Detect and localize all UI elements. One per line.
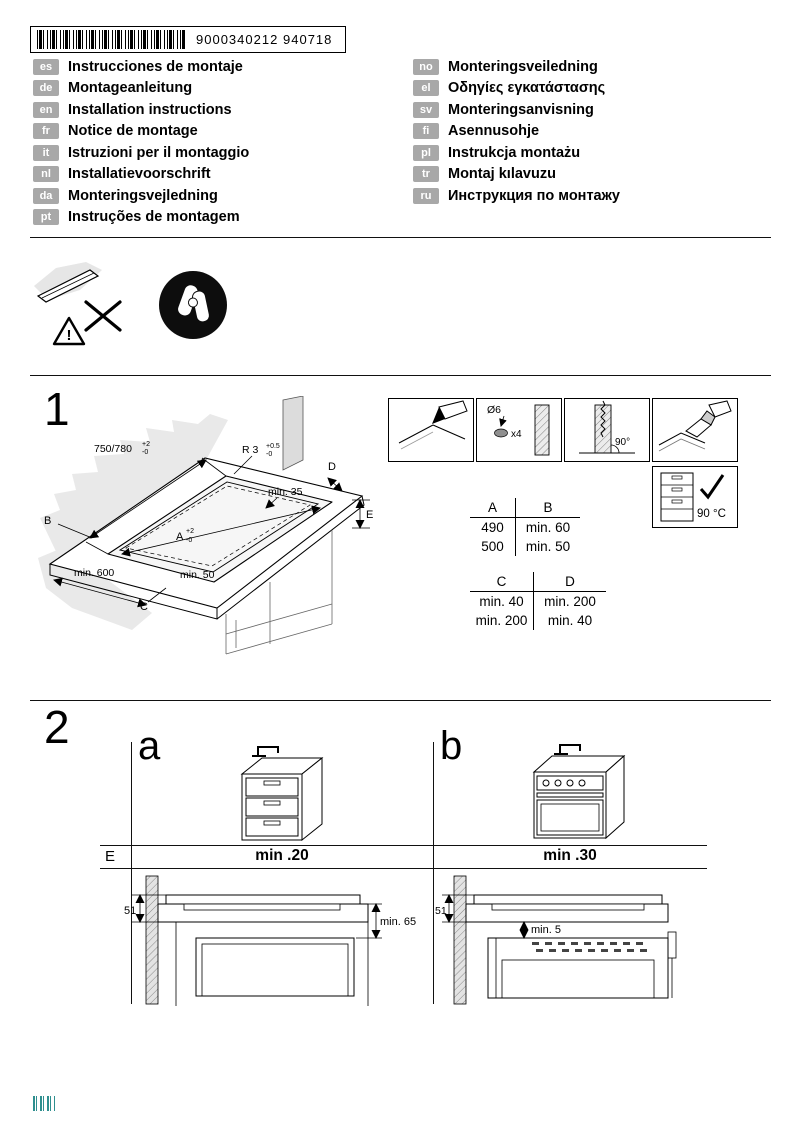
dim-min600-label: min. 600 (74, 567, 115, 579)
dim-min5-label: min. 5 (531, 924, 561, 936)
dim-51-label: 51 (435, 905, 447, 917)
language-row (413, 78, 620, 100)
language-row (33, 142, 249, 164)
dim-a-tol-top: +2 (186, 528, 194, 535)
language-code-badge: nl (33, 166, 59, 182)
cabinet-front (242, 774, 302, 840)
dim-min65-label: min. 65 (380, 916, 417, 928)
section-divider-vertical (433, 742, 434, 1004)
dim-c-label: C (140, 601, 148, 613)
barcode-icon (37, 30, 185, 49)
dim-width-tol-bot: -0 (142, 449, 149, 456)
mounting-bracket-icon (560, 745, 580, 754)
detail-box-saw (564, 398, 650, 462)
wear-gloves-mandatory-icon (156, 268, 230, 342)
language-title: Οδηγίες εγκατάστασης (448, 80, 606, 97)
mounting-bracket-icon (258, 747, 278, 756)
dim-radius-tol-top: +0.5 (266, 443, 280, 450)
language-code-badge: sv (413, 102, 439, 118)
temperature-label: 90 °C (697, 508, 726, 520)
language-title: Installation instructions (68, 101, 232, 118)
language-title: Instrukcja montażu (448, 144, 581, 161)
language-title: Instrucciones de montaje (68, 58, 243, 75)
language-row (33, 99, 249, 121)
warning-exclamation: ! (66, 327, 72, 344)
language-row (33, 164, 249, 186)
table-cell: min. 60 (525, 520, 571, 535)
barcode-box (30, 26, 346, 53)
e-row-line (100, 845, 707, 846)
pencil-mark-icon (389, 399, 473, 461)
drawer-front-section (196, 938, 354, 996)
clearance-a-value: min .20 (255, 847, 309, 864)
barcode-number: 9000340212 (196, 32, 279, 47)
language-row (413, 121, 620, 143)
jigsaw-cut-icon (565, 399, 649, 461)
clearance-b-value: min .30 (543, 847, 597, 864)
dim-e-label: E (366, 509, 374, 521)
language-row (33, 56, 249, 78)
table-ab-header (470, 498, 580, 518)
language-title: Istruzioni per il montaggio (68, 144, 250, 161)
language-code-badge: el (413, 80, 439, 96)
language-title: Instruções de montagem (68, 209, 240, 226)
dim-min35-label: min. 35 (268, 486, 303, 498)
step-1-number: 1 (44, 383, 70, 435)
language-code-badge: fr (33, 123, 59, 139)
table-cd-header (470, 572, 606, 592)
table-cell: min. 40 (470, 592, 534, 611)
dim-51-label: 51 (124, 905, 137, 917)
hob-recess (492, 904, 644, 910)
hob-section (474, 895, 662, 904)
e-row-label: E (105, 848, 116, 865)
language-row (413, 185, 620, 207)
variant-b-label: b (440, 724, 463, 768)
table-cell: min. 50 (525, 539, 571, 554)
language-code-badge: fi (413, 123, 439, 139)
language-title: Installatievoorschrift (68, 166, 211, 183)
language-row (413, 56, 620, 78)
language-code-badge: de (33, 80, 59, 96)
language-list-left (33, 56, 249, 228)
language-title: Monteringsvejledning (68, 187, 218, 204)
oven-cabinet-drawing (524, 740, 639, 840)
hob-section (166, 895, 360, 904)
language-title: Montaj kılavuzu (448, 166, 556, 183)
language-code-badge: es (33, 59, 59, 75)
table-row (470, 592, 606, 611)
drill-holes-icon (477, 399, 561, 461)
saw-angle-label: 90° (615, 437, 631, 448)
table-row (470, 611, 606, 630)
heat-resistant-cabinet-icon (653, 467, 737, 527)
checkmark-icon (701, 475, 723, 497)
language-title: Monteringsveiledning (448, 58, 598, 75)
drill-hole (495, 429, 508, 437)
cross-out-icon (86, 302, 120, 330)
step-2-number: 2 (44, 701, 70, 753)
dim-radius-tol-bot: -0 (266, 451, 273, 458)
language-title: Инструкция по монтажу (448, 187, 620, 204)
cross-section-a-drawing (124, 874, 424, 1008)
language-row (33, 207, 249, 229)
print-registration-mark (33, 1096, 55, 1111)
language-row (33, 121, 249, 143)
table-cell: 500 (470, 537, 516, 556)
variant-a-label: a (138, 724, 161, 768)
table-header-cell: D (565, 574, 575, 589)
dim-d-label: D (328, 461, 336, 473)
oven-top-section (488, 938, 668, 998)
detail-box-seal (652, 398, 738, 462)
drill-diameter-label: Ø6 (487, 404, 502, 416)
table-cell: 490 (470, 518, 516, 537)
language-row (413, 99, 620, 121)
table-ab (470, 498, 580, 556)
dim-width-tol-top: +2 (142, 441, 150, 448)
language-code-badge: pl (413, 145, 439, 161)
step1-isometric-drawing (30, 396, 390, 678)
language-title: Asennusohje (448, 123, 540, 140)
panel-section (535, 405, 549, 455)
hob-recess (184, 904, 340, 910)
drill-count-label: x4 (511, 429, 522, 440)
table-cell: min. 200 (544, 594, 596, 609)
no-glass-corner-warning-icon (28, 256, 158, 351)
detail-box-drill (476, 398, 562, 462)
language-list-right (413, 56, 620, 207)
language-row (413, 142, 620, 164)
language-code-badge: da (33, 188, 59, 204)
divider (30, 237, 771, 238)
drawer-cabinet-drawing (228, 740, 338, 842)
dim-a-tol-bot: -0 (186, 537, 193, 544)
language-title: Notice de montage (68, 123, 198, 140)
e-row-line (100, 868, 707, 869)
language-row (33, 185, 249, 207)
panel-section (595, 405, 611, 453)
language-code-badge: en (33, 102, 59, 118)
table-row (470, 537, 580, 556)
oven-front (534, 772, 606, 838)
oven-side-bracket (668, 932, 676, 958)
table-header-cell: B (543, 500, 553, 515)
language-code-badge: no (413, 59, 439, 75)
divider (30, 375, 771, 376)
table-cell: min. 40 (547, 613, 593, 628)
language-row (33, 78, 249, 100)
table-row (470, 518, 580, 537)
detail-box-mark (388, 398, 474, 462)
language-code-badge: ru (413, 188, 439, 204)
rear-wall (283, 396, 303, 470)
dim-a-label: A (176, 531, 184, 543)
sealant-brush-icon (653, 399, 737, 461)
language-code-badge: it (33, 145, 59, 161)
language-title: Montageanleitung (68, 80, 193, 97)
dim-radius-label: R 3 (242, 444, 259, 456)
detail-box-heat-check (652, 466, 738, 528)
dim-width-label: 750/780 (94, 443, 132, 455)
divider (30, 700, 771, 701)
cross-section-b-drawing (436, 874, 716, 1008)
dim-min50-label: min. 50 (180, 569, 215, 581)
language-row (413, 164, 620, 186)
print-code: 940718 (283, 32, 333, 47)
table-header-cell: C (470, 572, 534, 591)
language-title: Monteringsanvisning (448, 101, 594, 118)
language-code-badge: tr (413, 166, 439, 182)
table-header-cell: A (470, 498, 516, 517)
dim-b-label: B (44, 515, 52, 527)
table-cell: min. 200 (470, 611, 534, 630)
language-code-badge: pt (33, 209, 59, 225)
table-cd (470, 572, 606, 630)
